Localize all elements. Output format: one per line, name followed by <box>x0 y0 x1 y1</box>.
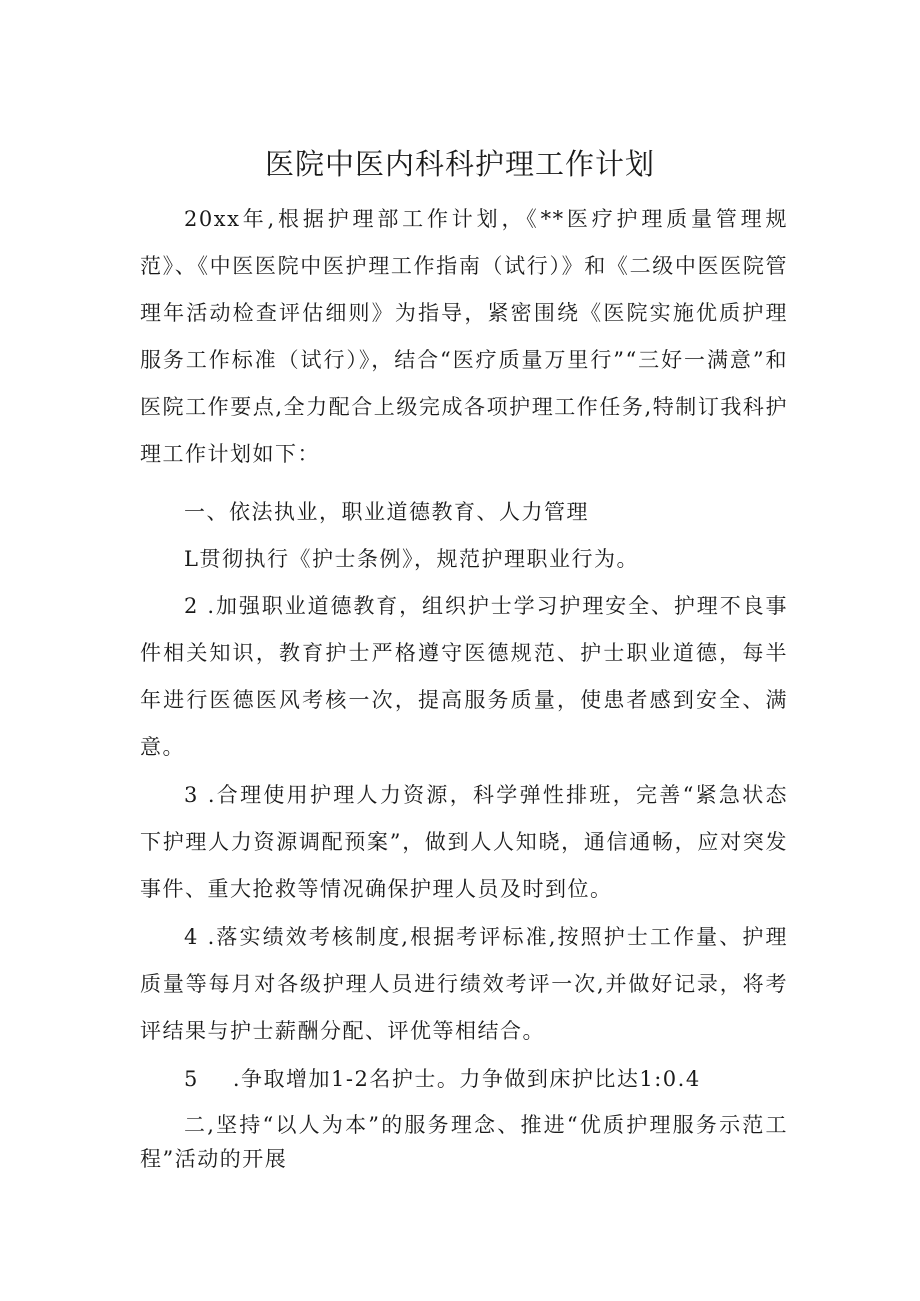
section-2-heading: 二,坚持“以人为本”的服务理念、推进“优质护理服务示范工程”活动的开展 <box>140 1113 788 1171</box>
document-title: 医院中医内科科护理工作计划 <box>264 147 655 181</box>
intro-paragraph: 20xx年,根据护理部工作计划，《**医疗护理质量管理规范》、《中医医院中医护理工作指南（试行）》和《二级中医医院管理年活动检查评估细则》为指导，紧密围绕《医院实施优质护理服务工作标准（试行）》，结合“医疗质量万里行”“三好一满意”和医院工作要点,全力配合上级完成各项护理工作任务,特制订我科护理工作计划如下： <box>140 207 788 466</box>
item-2-paragraph: 2 .加强职业道德教育，组织护士学习护理安全、护理不良事件相关知识，教育护士严格遵守医德规范、护士职业道德，每半年进行医德医风考核一次，提高服务质量，使患者感到安全、满意。 <box>140 594 788 759</box>
item-5-text: .争取增加1-2名护士。力争做到床护比达1:0.4 <box>232 1067 701 1091</box>
item-5-paragraph <box>140 1056 788 1103</box>
item-4-paragraph: 4 .落实绩效考核制度,根据考评标准,按照护士工作量、护理质量等每月对各级护理人员进行绩效考评一次,并做好记录，将考评结果与护士薪酬分配、评优等相结合。 <box>140 925 788 1043</box>
item-3-paragraph: 3 .合理使用护理人力资源，科学弹性排班，完善“紧急状态下护理人力资源调配预案”，做到人人知晓，通信通畅，应对突发事件、重大抢救等情况确保护理人员及时到位。 <box>140 783 788 901</box>
item-1-paragraph: L贯彻执行《护士条例》，规范护理职业行为。 <box>184 547 639 571</box>
section-1-heading: 一、依法执业，职业道德教育、人力管理 <box>184 500 589 524</box>
item-5-number: 5 <box>184 1067 199 1091</box>
